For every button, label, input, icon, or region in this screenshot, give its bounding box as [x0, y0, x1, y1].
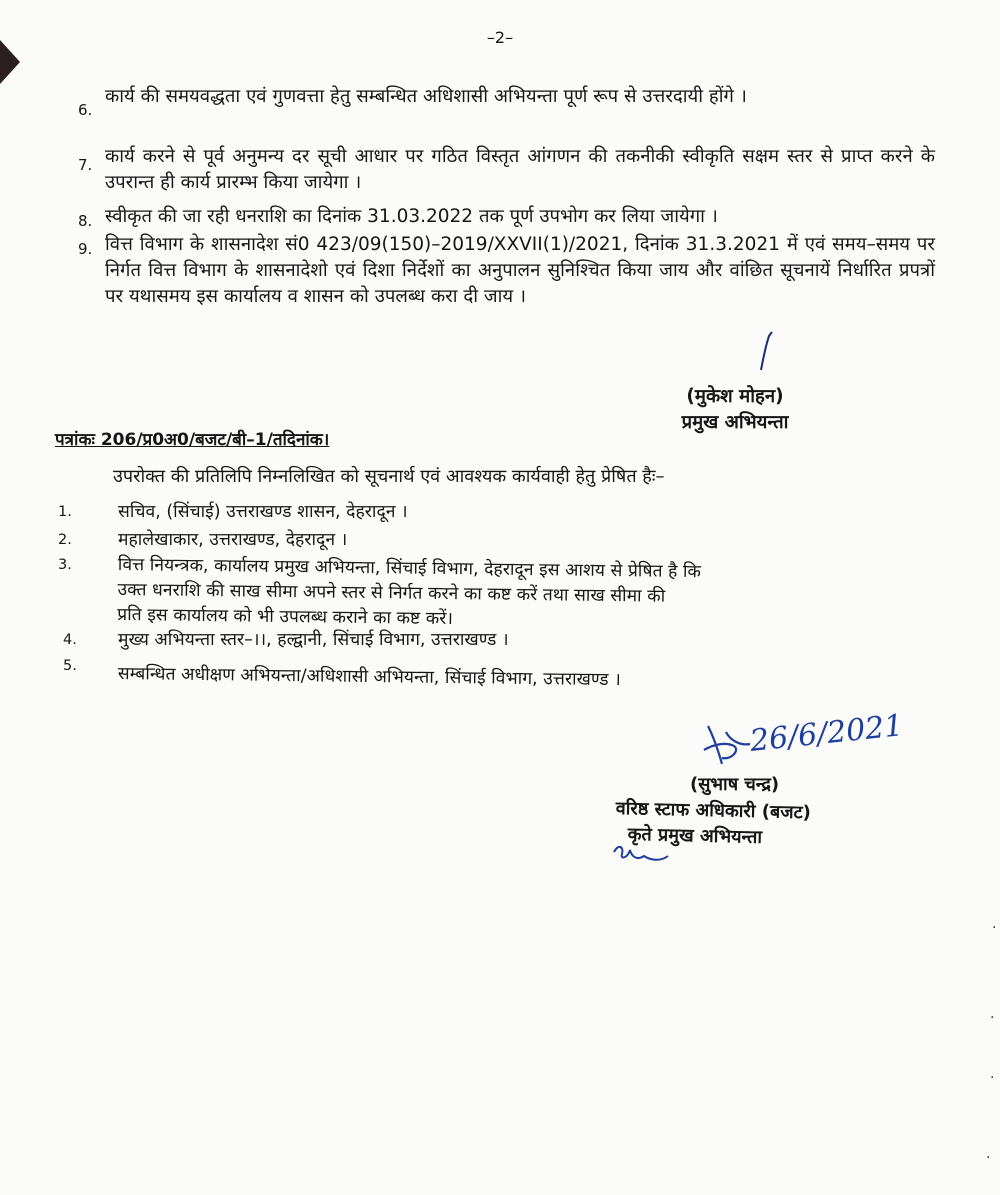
copy-number: 3. — [58, 557, 72, 573]
signature-mark — [755, 330, 775, 374]
officer-name: (सुभाष चन्द्र) — [690, 774, 780, 795]
handwritten-initials — [700, 720, 755, 770]
copy-text: सचिव, (सिंचाई) उत्तराखण्ड शासन, देहरादून । — [118, 502, 408, 522]
handwritten-initials — [610, 838, 670, 864]
signatory-name: (मुकेश मोहन) — [686, 386, 784, 407]
scan-artifact: · — [990, 1070, 995, 1086]
condition-number: 8. — [78, 212, 93, 230]
condition-number: 6. — [78, 101, 93, 119]
handwritten-date: 26/6/2021 — [748, 708, 905, 759]
copy-number: 5. — [63, 658, 77, 674]
condition-text: वित्त विभाग के शासनादेश सं0 423/09(150)–2019/XXVII(1)/2021, दिनांक 31.3.2021 में एवं समय–समय पर निर्गत वित्त विभाग के शासनादेशो एवं दिशा निर्देशों का अनुपालन सुनिश्चित किया जाय और वांछित सूचनायें निर्धारित प्रपत्रों पर यथासमय इस कार्यालय व शासन को उपलब्ध करा दी जाय । — [105, 234, 935, 307]
copy-text: सम्बन्धित अधीक्षण अभियन्ता/अधिशासी अभियन्ता, सिंचाई विभाग, उत्तराखण्ड । — [117, 663, 621, 691]
signatory-block — [620, 384, 850, 436]
condition-number: 7. — [78, 156, 93, 174]
condition-item — [78, 144, 938, 196]
copy-text: महालेखाकार, उत्तराखण्ड, देहरादून । — [118, 530, 348, 550]
copy-text — [117, 553, 701, 635]
copy-number: 2. — [58, 532, 72, 548]
copy-number: 1. — [58, 504, 72, 520]
copy-number: 4. — [63, 632, 77, 648]
condition-text: कार्य करने से पूर्व अनुमन्य दर सूची आधार पर गठित विस्तृत आंगणन की तकनीकी स्वीकृति सक्षम स्तर से प्राप्त करने के उपरान्त ही कार्य प्रारम्भ किया जायेगा । — [105, 146, 935, 193]
copy-text-line: प्रति इस कार्यालय को भी उपलब्ध कराने का कष्ट करें। — [117, 604, 454, 630]
condition-item — [78, 204, 938, 230]
scan-artifact: · — [986, 1150, 991, 1166]
condition-item — [78, 232, 938, 336]
copy-text-line: वित्त नियन्त्रक, कार्यालय प्रमुख अभियन्ता, सिंचाई विभाग, देहरादून इस आशय से प्रेषित है कि — [117, 554, 701, 583]
officer-on-behalf: कृते प्रमुख अभियन्ता — [627, 823, 763, 849]
copy-text: मुख्य अभियन्ता स्तर–।।, हल्द्वानी, सिंचाई विभाग, उत्तराखण्ड । — [118, 630, 509, 650]
condition-number: 9. — [78, 240, 93, 258]
officer-designation: वरिष्ठ स्टाफ अधिकारी (बजट) — [615, 797, 812, 824]
condition-text: कार्य की समयवद्धता एवं गुणवत्ता हेतु सम्बन्धित अधिशासी अभियन्ता पूर्ण रूप से उत्तरदायी होंगे । — [105, 86, 747, 107]
reference-number: पत्रांकः 206/प्र0अ0/बजट/बी–1/तदिनांक। — [55, 430, 330, 450]
copy-intro: उपरोक्त की प्रतिलिपि निम्नलिखित को सूचनार्थ एवं आवश्यक कार्यवाही हेतु प्रेषित हैः– — [113, 466, 665, 487]
condition-item — [78, 84, 938, 136]
copy-text-line: उक्त धनराशि की साख सीमा अपने स्तर से निर्गत करने का कष्ट करें तथा साख सीमा की — [117, 579, 666, 607]
condition-text: स्वीकृत की जा रही धनराशि का दिनांक 31.03.2022 तक पूर्ण उपभोग कर लिया जायेगा । — [105, 206, 718, 227]
scan-artifact: · — [992, 920, 997, 936]
page-number: –2– — [486, 28, 514, 47]
scan-artifact: · — [990, 1010, 995, 1026]
signatory-designation: प्रमुख अभियन्ता — [681, 412, 789, 433]
